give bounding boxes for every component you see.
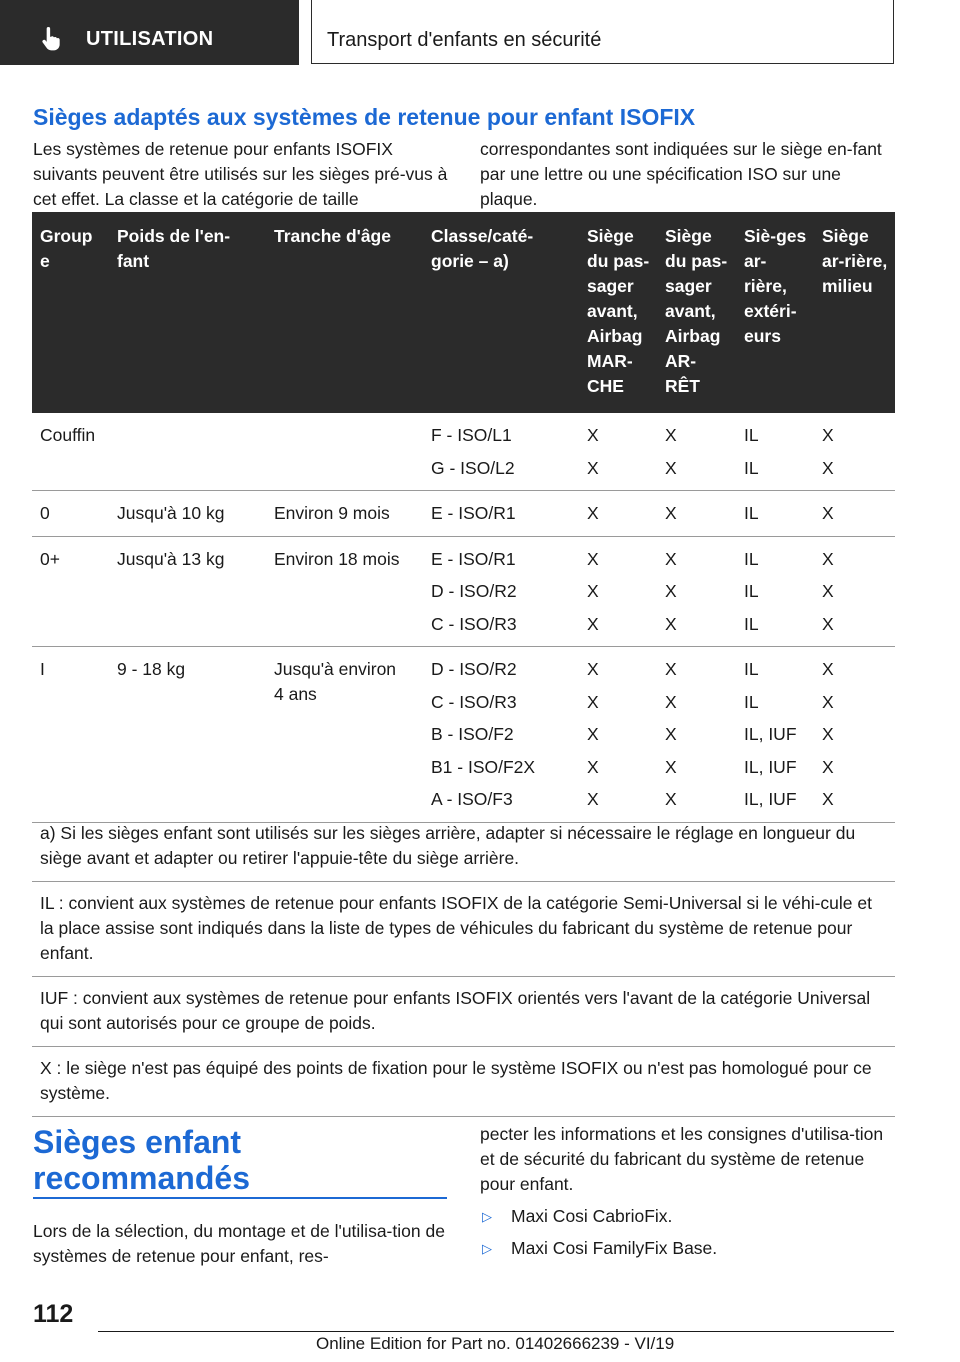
cell-line: X xyxy=(822,581,834,601)
table-cell-middle xyxy=(814,647,895,823)
cell-line: E - ISO/R1 xyxy=(431,548,516,569)
cell-text: Environ 9 mois xyxy=(274,503,390,523)
cell-text: Jusqu'à 10 kg xyxy=(117,503,225,523)
cell-line: X xyxy=(587,613,599,634)
table-cell-on xyxy=(579,647,657,823)
list-item xyxy=(480,1236,894,1261)
page-number: 112 xyxy=(33,1300,74,1328)
isofix-table xyxy=(32,212,895,823)
cell-line: D - ISO/R2 xyxy=(431,659,517,679)
cell-line: C - ISO/R3 xyxy=(431,613,517,634)
table-cell-weight xyxy=(109,536,266,647)
cell-line: IL xyxy=(744,503,759,523)
table-row xyxy=(32,647,895,823)
cell-text: 9 - 18 kg xyxy=(117,659,186,679)
cell-line: X xyxy=(822,548,834,569)
cell-line: X xyxy=(665,789,677,809)
table-header-cell: Siège du pas-sager avant, Airbag MAR-CHE xyxy=(579,212,657,413)
table-cell-classes xyxy=(423,536,579,647)
table-header-cell: Siège du pas-sager avant, Airbag AR-RÊT xyxy=(657,212,736,413)
section-title-rule xyxy=(33,1197,447,1199)
table-cell-on xyxy=(579,536,657,647)
section-label: UTILISATION xyxy=(86,28,214,50)
table-header-cell: Tranche d'âge xyxy=(266,212,423,413)
table-note: a) Si les sièges enfant sont utilisés sur les sièges arrière, adapter si nécessaire le réglage en longueur du siège avant et adapter ou retirer l'appuie-tête du siège arrière. xyxy=(32,812,895,882)
cell-line: X xyxy=(587,789,599,809)
triangle-bullet-icon: ▷ xyxy=(482,1241,492,1256)
cell-line: B1 - ISO/F2X xyxy=(431,756,536,777)
cell-line: X xyxy=(665,724,677,744)
cell-line: X xyxy=(587,659,599,679)
table-cell-group xyxy=(32,647,109,823)
cell-line: X xyxy=(822,756,834,777)
table-header-cell: Classe/caté-gorie – a) xyxy=(423,212,579,413)
table-header-cell: Siè-ges ar-rière, extéri-eurs xyxy=(736,212,814,413)
list-item xyxy=(480,1204,894,1229)
table-cell-off xyxy=(657,647,736,823)
cell-line: X xyxy=(665,457,677,478)
cell-text xyxy=(274,419,404,423)
cell-line: B - ISO/F2 xyxy=(431,724,514,744)
cell-text: 0 xyxy=(40,503,50,523)
cell-line: X xyxy=(587,503,599,523)
section-body-left: Lors de la sélection, du montage et de l'utilisa-tion de systèmes de retenue pour enfant, res- xyxy=(33,1221,445,1266)
table-header-cell: Poids de l'en-fant xyxy=(109,212,266,413)
table-row xyxy=(32,413,895,491)
cell-line: X xyxy=(665,581,677,601)
intro-text-col2: correspondantes sont indiquées sur le siège en-fant par une lettre ou une spécification ISO sur une plaque. xyxy=(480,139,882,209)
cell-line: IL, IUF xyxy=(744,789,797,809)
section-body-right: pecter les informations et les consignes d'utilisa-tion et de sécurité du fabricant du système de retenue pour enfant. xyxy=(480,1124,884,1194)
cell-text: 0+ xyxy=(40,548,60,569)
cell-line: X xyxy=(587,425,599,445)
cell-line: IL xyxy=(744,581,759,601)
table-cell-weight xyxy=(109,491,266,537)
table-note: IUF : convient aux systèmes de retenue pour enfants ISOFIX orientés vers l'avant de la catégorie Universal qui sont autorisés pour ce groupe de poids. xyxy=(32,977,895,1047)
section-tab xyxy=(0,0,299,65)
intro-text-col1: Les systèmes de retenue pour enfants ISOFIX suivants peuvent être utilisés sur les sièges pré-vus à cet effet. La classe et la catégorie de taille xyxy=(33,139,448,209)
cell-line: X xyxy=(822,659,834,679)
table-cell-middle xyxy=(814,536,895,647)
cell-line: X xyxy=(665,691,677,712)
table-cell-outer xyxy=(736,413,814,491)
cell-line: X xyxy=(822,425,834,445)
cell-line: X xyxy=(587,457,599,478)
cell-line: X xyxy=(822,691,834,712)
table-cell-age xyxy=(266,536,423,647)
cell-line: X xyxy=(822,724,834,744)
cell-line: IL xyxy=(744,548,759,569)
cell-line: X xyxy=(822,613,834,634)
topic-label: Transport d'enfants en sécurité xyxy=(327,29,602,51)
cell-line: X xyxy=(665,756,677,777)
table-cell-on xyxy=(579,413,657,491)
table-header-row xyxy=(32,212,895,413)
cell-line: X xyxy=(665,425,677,445)
table-cell-middle xyxy=(814,413,895,491)
cell-text: Couffin xyxy=(40,425,96,445)
cell-text: Environ 18 mois xyxy=(274,548,400,569)
table-header-cell: Siège ar-rière, milieu xyxy=(814,212,895,413)
hand-pointer-icon xyxy=(38,26,64,52)
cell-line: C - ISO/R3 xyxy=(431,691,517,712)
table-cell-group xyxy=(32,413,109,491)
table-cell-group xyxy=(32,491,109,537)
cell-line: X xyxy=(587,581,599,601)
table-row xyxy=(32,536,895,647)
recommended-seats-list xyxy=(480,1204,894,1268)
table-note: X : le siège n'est pas équipé des points de fixation pour le système ISOFIX ou n'est pas homologué pour ce système. xyxy=(32,1047,895,1117)
table-cell-age xyxy=(266,647,423,823)
cell-line: X xyxy=(822,503,834,523)
cell-line: IL, IUF xyxy=(744,756,797,777)
cell-line: X xyxy=(587,724,599,744)
footer-rule xyxy=(98,1331,894,1332)
table-cell-classes xyxy=(423,491,579,537)
cell-text: Jusqu'à 13 kg xyxy=(117,548,225,569)
cell-line: E - ISO/R1 xyxy=(431,503,516,523)
cell-line: D - ISO/R2 xyxy=(431,581,517,601)
cell-line: IL xyxy=(744,613,759,634)
table-header-cell: Group e xyxy=(32,212,109,413)
table-cell-off xyxy=(657,413,736,491)
cell-line: X xyxy=(822,789,834,809)
table-cell-classes xyxy=(423,413,579,491)
table-cell-classes xyxy=(423,647,579,823)
table-notes xyxy=(32,812,895,1117)
cell-text: I xyxy=(40,659,45,679)
cell-line: IL xyxy=(744,425,759,445)
cell-line: X xyxy=(587,548,599,569)
table-cell-weight xyxy=(109,413,266,491)
cell-line: X xyxy=(587,756,599,777)
table-cell-age xyxy=(266,413,423,491)
triangle-bullet-icon: ▷ xyxy=(482,1209,492,1224)
table-cell-outer xyxy=(736,491,814,537)
table-cell-weight xyxy=(109,647,266,823)
cell-line: X xyxy=(822,457,834,478)
table-cell-off xyxy=(657,536,736,647)
table-cell-age xyxy=(266,491,423,537)
table-row xyxy=(32,491,895,537)
cell-line: F - ISO/L1 xyxy=(431,425,512,445)
list-item-text: Maxi Cosi FamilyFix Base. xyxy=(511,1238,718,1258)
table-cell-outer xyxy=(736,647,814,823)
table-note: IL : convient aux systèmes de retenue pour enfants ISOFIX de la catégorie Semi-Universal si le véhi-cule et la place assise sont indiqués dans la liste de types de véhicules du fabricant du système de retenue pour enfant. xyxy=(32,882,895,977)
table-cell-off xyxy=(657,491,736,537)
cell-line: X xyxy=(665,659,677,679)
cell-text: Jusqu'à environ 4 ans xyxy=(274,659,397,704)
table-cell-middle xyxy=(814,491,895,537)
table-cell-on xyxy=(579,491,657,537)
footer-edition: Online Edition for Part no. 01402666239 - VI/19 xyxy=(316,1334,675,1353)
cell-line: A - ISO/F3 xyxy=(431,789,513,809)
table-cell-outer xyxy=(736,536,814,647)
cell-line: X xyxy=(665,548,677,569)
cell-line: X xyxy=(587,691,599,712)
cell-line: X xyxy=(665,503,677,523)
cell-line: X xyxy=(665,613,677,634)
page-title: Sièges adaptés aux systèmes de retenue pour enfant ISOFIX xyxy=(33,104,696,130)
cell-line: G - ISO/L2 xyxy=(431,457,515,478)
table-cell-group xyxy=(32,536,109,647)
section-title: Sièges enfant recommandés xyxy=(33,1124,250,1196)
cell-line: IL xyxy=(744,691,759,712)
table-body xyxy=(32,413,895,822)
cell-line: IL xyxy=(744,659,759,679)
topic-header xyxy=(311,0,894,64)
list-item-text: Maxi Cosi CabrioFix. xyxy=(511,1206,673,1226)
cell-line: IL, IUF xyxy=(744,724,797,744)
cell-line: IL xyxy=(744,457,759,478)
